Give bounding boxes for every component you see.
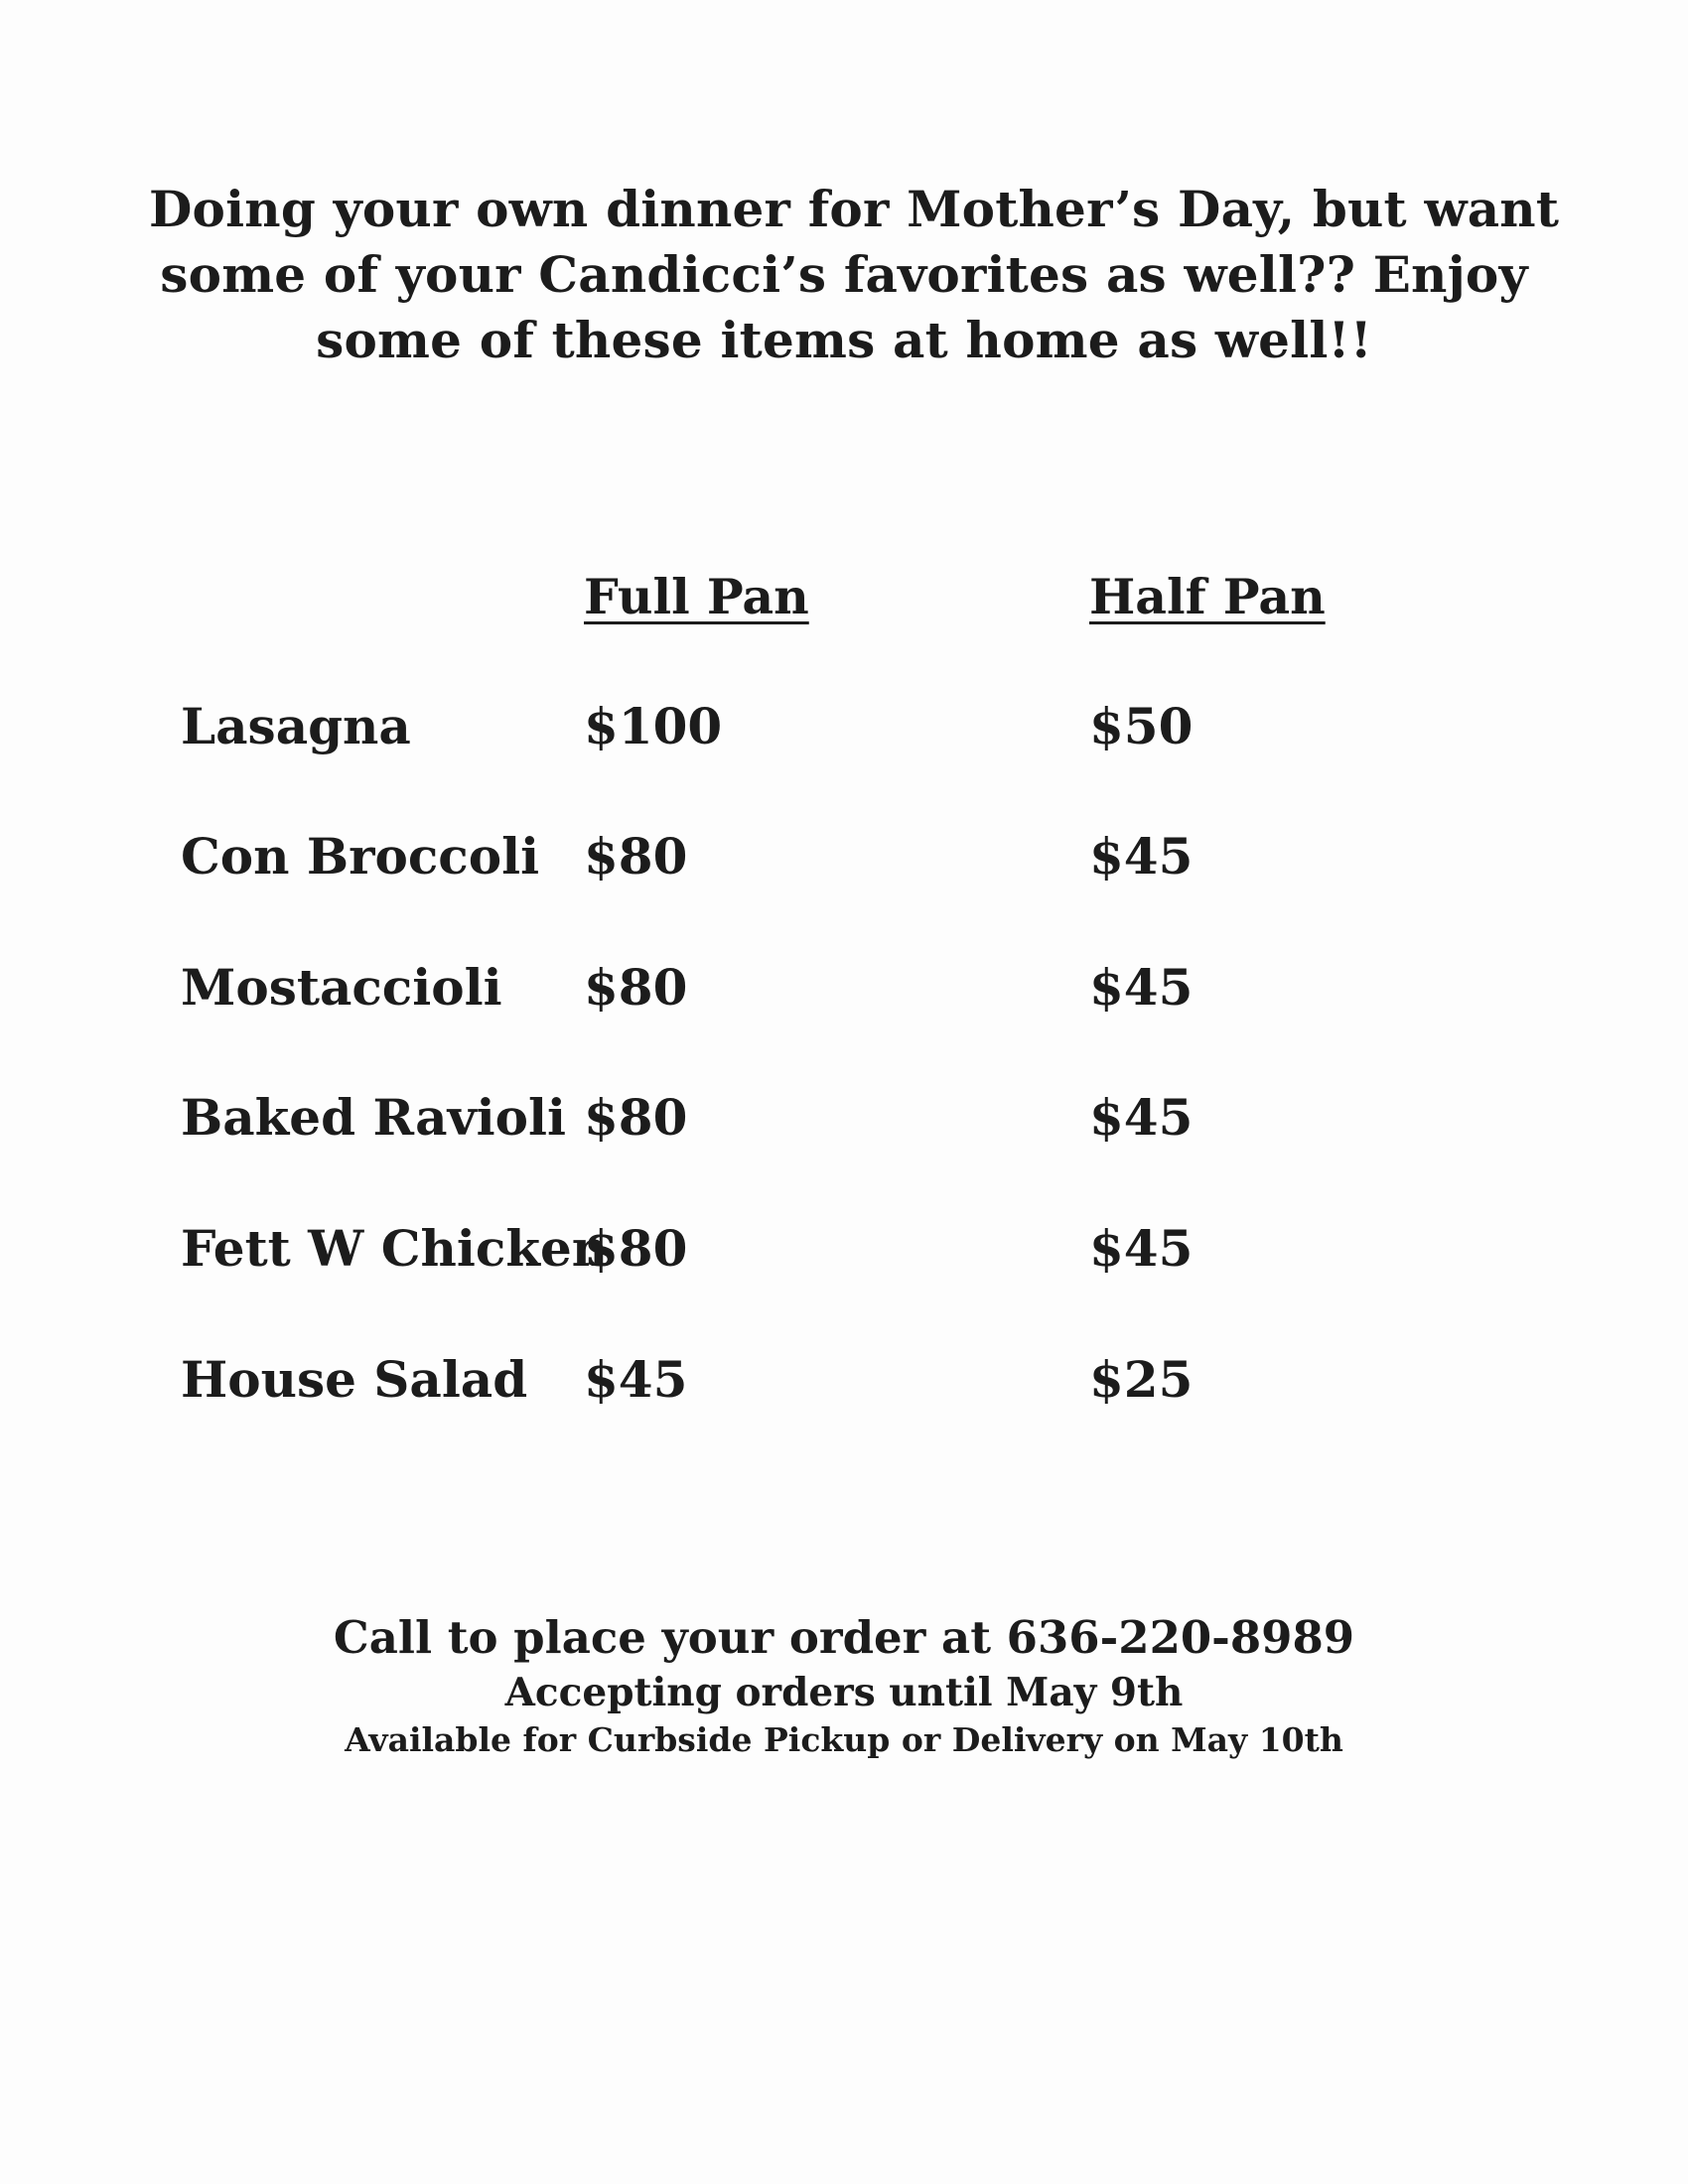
intro-heading	[149, 177, 1560, 373]
intro-line-3: some of these items at home as well!!	[316, 311, 1372, 369]
intro-line-1: Doing your own dinner for Mother’s Day, but want	[149, 180, 1560, 238]
full-pan-price: $80	[584, 958, 688, 1017]
menu-item-name: Mostaccioli	[181, 958, 502, 1017]
menu-row	[0, 958, 1688, 1027]
intro-line-2: some of your Candicci’s favorites as well?? Enjoy	[160, 245, 1528, 304]
half-pan-price: $45	[1089, 827, 1194, 886]
menu-row	[0, 1350, 1688, 1420]
menu-item-name: Fett W Chicken	[181, 1219, 609, 1278]
half-pan-price: $45	[1089, 1219, 1194, 1278]
half-pan-price: $45	[1089, 1088, 1194, 1147]
half-pan-price: $45	[1089, 958, 1194, 1017]
menu-item-name: Baked Ravioli	[181, 1088, 566, 1147]
full-pan-header: Full Pan	[584, 568, 809, 625]
full-pan-price: $100	[584, 697, 723, 755]
full-pan-price: $80	[584, 1088, 688, 1147]
pickup-delivery-line: Available for Curbside Pickup or Delivery on May 10th	[345, 1720, 1343, 1759]
menu-row	[0, 827, 1688, 896]
order-deadline-line: Accepting orders until May 9th	[504, 1670, 1184, 1715]
menu-item-name: Con Broccoli	[181, 827, 540, 886]
order-info	[149, 1608, 1539, 1763]
half-pan-price: $50	[1089, 697, 1194, 755]
menu-item-name: House Salad	[181, 1350, 528, 1409]
order-phone-line: Call to place your order at 636-220-8989	[333, 1611, 1355, 1664]
half-pan-header: Half Pan	[1089, 568, 1326, 625]
full-pan-price: $80	[584, 1219, 688, 1278]
full-pan-price: $45	[584, 1350, 688, 1409]
menu-row	[0, 697, 1688, 766]
menu-row	[0, 1219, 1688, 1289]
menu-item-name: Lasagna	[181, 697, 411, 755]
half-pan-price: $25	[1089, 1350, 1194, 1409]
menu-row	[0, 1088, 1688, 1158]
full-pan-price: $80	[584, 827, 688, 886]
